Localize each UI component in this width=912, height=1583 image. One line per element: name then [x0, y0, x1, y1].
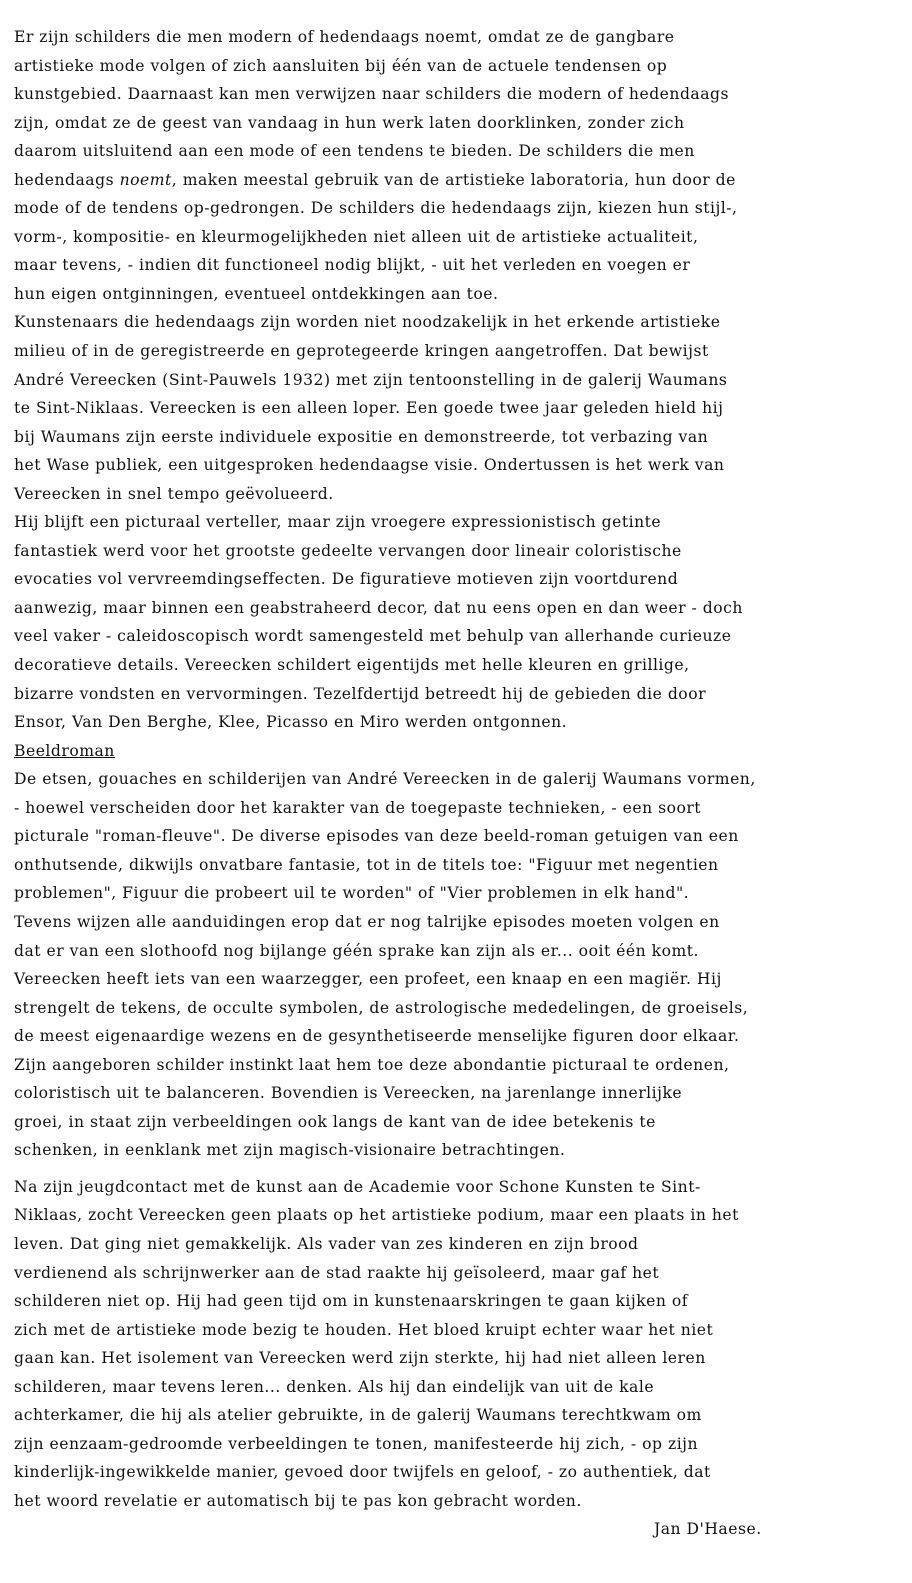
- text-line: zich met de artistieke mode bezig te houden. Het bloed kruipt echter waar het niet: [14, 1320, 714, 1339]
- text-line: - hoewel verscheiden door het karakter van de toegepaste technieken, - een soort: [14, 798, 702, 817]
- text-line: zijn, omdat ze de geest van vandaag in hun werk laten doorklinken, zonder zich: [14, 113, 685, 132]
- text-line: [14, 166, 904, 195]
- author-signature: Jan D'Haese.: [654, 1520, 762, 1539]
- text-line: te Sint-Niklaas. Vereecken is een alleen loper. Een goede twee jaar geleden hield hij: [14, 399, 724, 418]
- italic-emphasis: noemt: [119, 170, 172, 189]
- text-line: de meest eigenaardige wezens en de gesynthetiseerde menselijke figuren door elkaar.: [14, 1027, 740, 1046]
- text-line: Kunstenaars die hedendaags zijn worden niet noodzakelijk in het erkende artistieke: [14, 313, 721, 332]
- text-line: Na zijn jeugdcontact met de kunst aan de Academie voor Schone Kunsten te Sint-: [14, 1177, 701, 1196]
- text-line: veel vaker - caleidoscopisch wordt samengesteld met behulp van allerhande curieuze: [14, 627, 732, 646]
- text-line: aanwezig, maar binnen een geabstraheerd decor, dat nu eens open en dan weer - doch: [14, 598, 743, 617]
- text-line: schenken, in eenklank met zijn magisch-visionaire betrachtingen.: [14, 1141, 566, 1160]
- text-line: verdienend als schrijnwerker aan de stad raakte hij geïsoleerd, maar gaf het: [14, 1263, 660, 1282]
- text-line: groei, in staat zijn verbeeldingen ook langs de kant van de idee betekenis te: [14, 1112, 656, 1131]
- text-line: Vereecken in snel tempo geëvolueerd.: [14, 484, 334, 503]
- paragraph-gap: [14, 1165, 904, 1173]
- text-line: het Wase publiek, een uitgesproken hedendaagse visie. Ondertussen is het werk van: [14, 456, 725, 475]
- text-line: evocaties vol vervreemdingseffecten. De figuratieve motieven zijn voortdurend: [14, 570, 679, 589]
- text-line: Hij blijft een picturaal verteller, maar zijn vroegere expressionistisch getinte: [14, 513, 662, 532]
- text-line: zijn eenzaam-gedroomde verbeeldingen te tonen, manifesteerde hij zich, - op zijn: [14, 1434, 699, 1453]
- section-heading: Beeldroman: [14, 741, 115, 760]
- text-line: maar tevens, - indien dit functioneel nodig blijkt, - uit het verleden en voegen er: [14, 256, 691, 275]
- text-line: vorm-, kompositie- en kleurmogelijkheden niet alleen uit de artistieke actualiteit,: [14, 227, 699, 246]
- text-line: Er zijn schilders die men modern of hedendaags noemt, omdat ze de gangbare: [14, 28, 675, 46]
- text-segment: , maken meestal gebruik van de artistieke laboratoria, hun door de: [171, 170, 736, 189]
- text-line: De etsen, gouaches en schilderijen van André Vereecken in de galerij Waumans vormen,: [14, 770, 756, 789]
- text-line: onthutsende, dikwijls onvatbare fantasie, tot in de titels toe: "Figuur met negentien: [14, 855, 719, 874]
- text-line: fantastiek werd voor het grootste gedeelte vervangen door lineair coloristische: [14, 541, 682, 560]
- text-line: milieu of in de geregistreerde en geprotegeerde kringen aangetroffen. Dat bewijst: [14, 342, 709, 361]
- text-line: gaan kan. Het isolement van Vereecken werd zijn sterkte, hij had niet alleen leren: [14, 1349, 706, 1368]
- text-line: artistieke mode volgen of zich aansluiten bij één van de actuele tendensen op: [14, 56, 668, 75]
- text-segment: hedendaags: [14, 170, 115, 189]
- text-line: problemen", Figuur die probeert uil te worden" of "Vier problemen in elk hand".: [14, 884, 690, 903]
- text-line: leven. Dat ging niet gemakkelijk. Als vader van zes kinderen en zijn brood: [14, 1234, 639, 1253]
- text-line: strengelt de tekens, de occulte symbolen, de astrologische mededelingen, de groeisels,: [14, 998, 749, 1017]
- text-line: bij Waumans zijn eerste individuele expositie en demonstreerde, tot verbazing van: [14, 427, 709, 446]
- text-line: André Vereecken (Sint-Pauwels 1932) met zijn tentoonstelling in de galerij Waumans: [14, 370, 728, 389]
- text-line: kunstgebied. Daarnaast kan men verwijzen naar schilders die modern of hedendaags: [14, 85, 730, 104]
- text-line: daarom uitsluitend aan een mode of een tendens te bieden. De schilders die men: [14, 142, 695, 161]
- text-line: Vereecken heeft iets van een waarzegger, een profeet, een knaap en een magiër. Hij: [14, 970, 722, 989]
- text-line: kinderlijk-ingewikkelde manier, gevoed door twijfels en geloof, - zo authentiek, dat: [14, 1463, 711, 1482]
- text-line: Tevens wijzen alle aanduidingen erop dat er nog talrijke episodes moeten volgen en: [14, 912, 720, 931]
- text-line: het woord revelatie er automatisch bij te pas kon gebracht worden.: [14, 1491, 582, 1510]
- text-line: Niklaas, zocht Vereecken geen plaats op het artistieke podium, maar een plaats in het: [14, 1206, 739, 1225]
- text-line: Ensor, Van Den Berghe, Klee, Picasso en Miro werden ontgonnen.: [14, 713, 568, 732]
- text-line: achterkamer, die hij als atelier gebruikte, in de galerij Waumans terechtkwam om: [14, 1406, 702, 1425]
- article: [14, 23, 904, 1544]
- text-line: Zijn aangeboren schilder instinkt laat hem toe deze abondantie picturaal te ordenen,: [14, 1055, 730, 1074]
- text-line: bizarre vondsten en vervormingen. Tezelfdertijd betreedt hij de gebieden die door: [14, 684, 707, 703]
- text-line: picturale "roman-fleuve". De diverse episodes van deze beeld-roman getuigen van een: [14, 827, 739, 846]
- text-line: decoratieve details. Vereecken schildert eigentijds met helle kleuren en grillige,: [14, 656, 690, 675]
- text-line: hun eigen ontginningen, eventueel ontdekkingen aan toe.: [14, 284, 499, 303]
- text-line: coloristisch uit te balanceren. Bovendien is Vereecken, na jarenlange innerlijke: [14, 1084, 683, 1103]
- text-line: mode of de tendens op-gedrongen. De schilders die hedendaags zijn, kiezen hun stijl-,: [14, 199, 738, 218]
- text-line: schilderen niet op. Hij had geen tijd om in kunstenaarskringen te gaan kijken of: [14, 1292, 689, 1311]
- text-line: dat er van een slothoofd nog bijlange géén sprake kan zijn als er... ooit één komt.: [14, 941, 699, 960]
- text-line: schilderen, maar tevens leren... denken. Als hij dan eindelijk van uit de kale: [14, 1377, 655, 1396]
